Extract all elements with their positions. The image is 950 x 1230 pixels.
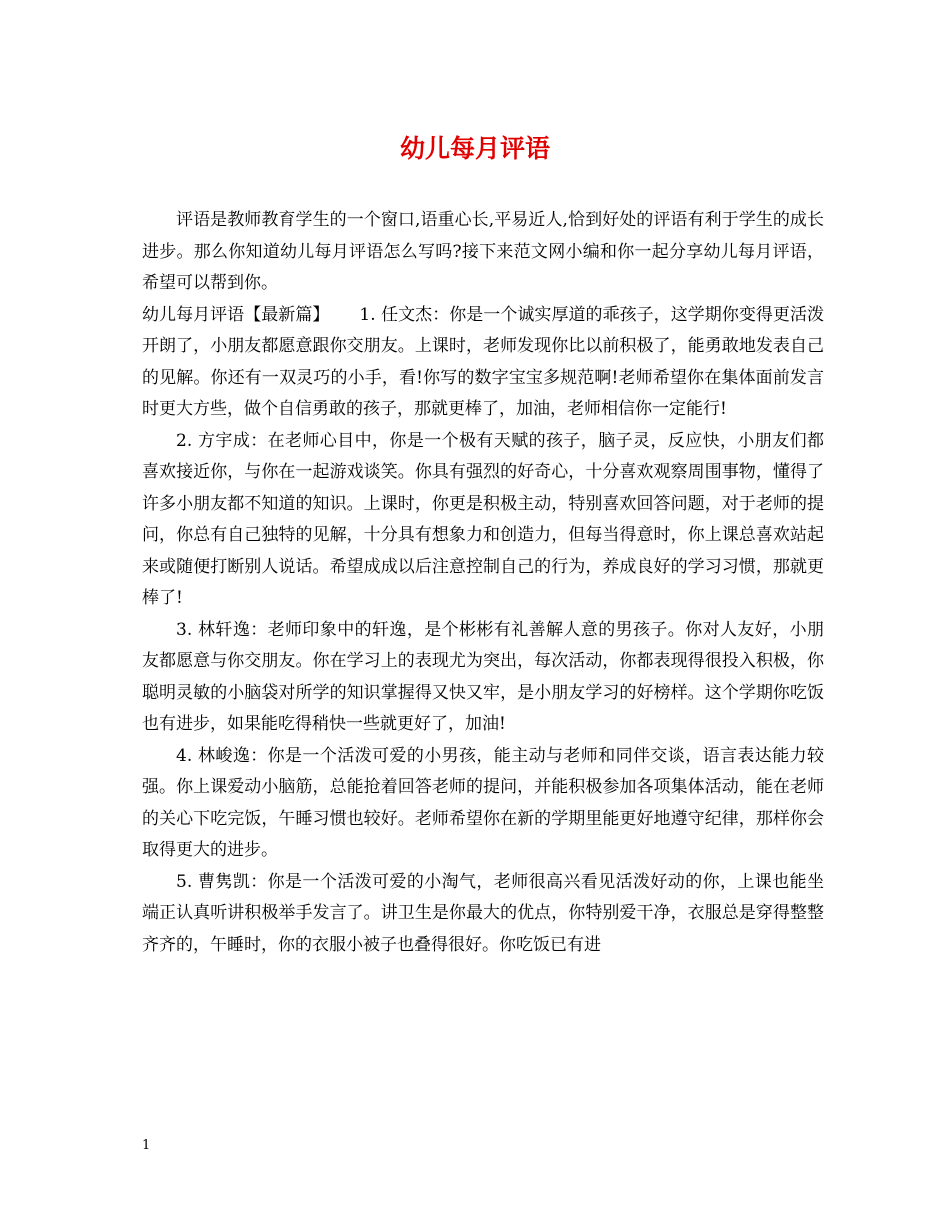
- intro-paragraph: 评语是教师教育学生的一个窗口,语重心长,平易近人,恰到好处的评语有利于学生的成长进步。那么你知道幼儿每月评语怎么写吗?接下来范文网小编和你一起分享幼儿每月评语，希望可以帮到你。: [142, 210, 824, 293]
- section-heading: 幼儿每月评语【最新篇】: [142, 304, 330, 325]
- paragraph-5: 5. 曹隽凯：你是一个活泼可爱的小淘气，老师很高兴看见活泼好动的你，上课也能坐端正认真听讲积极举手发言了。讲卫生是你最大的优点，你特别爱干净，衣服总是穿得整整齐齐的，午睡时，你的衣服小被子也叠得很好。你吃饭已有进: [142, 871, 824, 955]
- document-body: [142, 205, 824, 961]
- page-number: 1: [142, 1138, 151, 1153]
- paragraph-3: 3. 林轩逸：老师印象中的轩逸，是个彬彬有礼善解人意的男孩子。你对人友好，小朋友都愿意与你交朋友。你在学习上的表现尤为突出，每次活动，你都表现得很投入积极，你聪明灵敏的小脑袋对所学的知识掌握得又快又牢，是小朋友学习的好榜样。这个学期你吃饭也有进步，如果能吃得稍快一些就更好了，加油!: [142, 619, 824, 734]
- paragraph-1: 1. 任文杰：你是一个诚实厚道的乖孩子，这学期你变得更活泼开朗了，小朋友都愿意跟你交朋友。上课时，老师发现你比以前积极了，能勇敢地发表自己的见解。你还有一双灵巧的小手，看!你写的数字宝宝多规范啊!老师希望你在集体面前发言时更大方些，做个自信勇敢的孩子，那就更棒了，加油，老师相信你一定能行!: [142, 304, 825, 419]
- paragraph-4: 4. 林峻逸：你是一个活泼可爱的小男孩，能主动与老师和同伴交谈，语言表达能力较强。你上课爱动小脑筋，总能抢着回答老师的提问，并能积极参加各项集体活动，能在老师的关心下吃完饭，午睡习惯也较好。老师希望你在新的学期里能更好地遵守纪律，那样你会取得更大的进步。: [142, 745, 824, 860]
- document-title: 幼儿每月评语: [399, 134, 550, 163]
- section-first-paragraph: [142, 300, 824, 426]
- paragraph-2: 2. 方宇成：在老师心目中，你是一个极有天赋的孩子，脑子灵，反应快，小朋友们都喜欢接近你，与你在一起游戏谈笑。你具有强烈的好奇心，十分喜欢观察周围事物，懂得了许多小朋友都不知道的知识。上课时，你更是积极主动，特别喜欢回答问题，对于老师的提问，你总有自己独特的见解，十分具有想象力和创造力，但每当得意时，你上课总喜欢站起来或随便打断别人说话。希望成成以后注意控制自己的行为，养成良好的学习习惯，那就更棒了!: [142, 430, 824, 608]
